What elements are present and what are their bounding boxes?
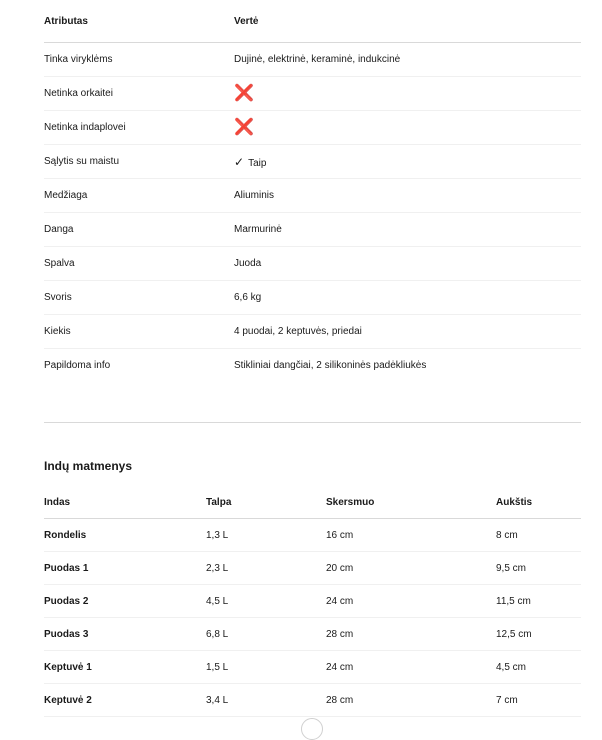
attribute-value: [234, 77, 581, 111]
attribute-row: [44, 213, 581, 247]
dish-capacity: 6,8 L: [206, 618, 326, 651]
table-row: [44, 618, 581, 651]
attribute-value: Marmurinė: [234, 213, 581, 247]
attribute-label: Kiekis: [44, 315, 234, 349]
attribute-row: [44, 315, 581, 349]
section-divider: [44, 422, 581, 423]
attribute-row: [44, 349, 581, 383]
header-value: Vertė: [234, 0, 581, 43]
dish-height: 11,5 cm: [496, 585, 581, 618]
attribute-value: [234, 111, 581, 145]
attribute-value: Dujinė, elektrinė, keraminė, indukcinė: [234, 43, 581, 77]
attribute-label: Svoris: [44, 281, 234, 315]
attribute-row: [44, 281, 581, 315]
table-row: [44, 585, 581, 618]
table-row: [44, 552, 581, 585]
dish-height: 7 cm: [496, 684, 581, 717]
dimensions-table: [44, 486, 581, 717]
dimensions-header-row: [44, 486, 581, 519]
attribute-value: Aliuminis: [234, 179, 581, 213]
dish-capacity: 1,5 L: [206, 651, 326, 684]
table-row: [44, 684, 581, 717]
check-icon: ✓: [234, 154, 245, 169]
dish-capacity: 4,5 L: [206, 585, 326, 618]
attribute-row: [44, 77, 581, 111]
attribute-row: [44, 145, 581, 179]
food-contact-value: Taip: [248, 157, 267, 169]
column-header: Aukštis: [496, 486, 581, 519]
cross-icon: ❌: [234, 84, 254, 102]
dish-diameter: 28 cm: [326, 684, 496, 717]
attribute-label: Medžiaga: [44, 179, 234, 213]
dish-height: 8 cm: [496, 519, 581, 552]
dimensions-title: Indų matmenys: [44, 459, 133, 473]
dish-diameter: 28 cm: [326, 618, 496, 651]
dish-diameter: 16 cm: [326, 519, 496, 552]
attribute-row: [44, 43, 581, 77]
dish-name: Keptuvė 1: [44, 651, 206, 684]
attribute-value: 4 puodai, 2 keptuvės, priedai: [234, 315, 581, 349]
dish-capacity: 3,4 L: [206, 684, 326, 717]
column-header: Indas: [44, 486, 206, 519]
dish-diameter: 24 cm: [326, 651, 496, 684]
dish-name: Keptuvė 2: [44, 684, 206, 717]
attribute-row: [44, 111, 581, 145]
attributes-header-row: [44, 0, 581, 43]
dish-name: Puodas 2: [44, 585, 206, 618]
attribute-value: Stikliniai dangčiai, 2 silikoninės padėkliukės: [234, 360, 427, 371]
attribute-value: Juoda: [234, 247, 581, 281]
attribute-label: Spalva: [44, 247, 234, 281]
dimensions-section: [44, 486, 581, 717]
dish-diameter: 24 cm: [326, 585, 496, 618]
attribute-row: [44, 179, 581, 213]
dish-capacity: 1,3 L: [206, 519, 326, 552]
attribute-label: Netinka orkaitei: [44, 77, 234, 111]
attribute-label: Netinka indaplovei: [44, 111, 234, 145]
cross-icon: ❌: [234, 118, 254, 136]
table-row: [44, 519, 581, 552]
attribute-label: Papildoma info: [44, 360, 111, 371]
attribute-value: [234, 145, 581, 179]
attribute-label: Sąlytis su maistu: [44, 145, 234, 179]
attribute-value: 6,6 kg: [234, 281, 581, 315]
scroll-button[interactable]: [301, 718, 323, 740]
dish-height: 9,5 cm: [496, 552, 581, 585]
attributes-table: [44, 0, 581, 382]
attribute-row: [44, 247, 581, 281]
dish-diameter: 20 cm: [326, 552, 496, 585]
attributes-section: [44, 0, 581, 382]
dish-capacity: 2,3 L: [206, 552, 326, 585]
attribute-label: Danga: [44, 213, 234, 247]
dish-height: 4,5 cm: [496, 651, 581, 684]
table-row: [44, 651, 581, 684]
attribute-label: Tinka viryklėms: [44, 43, 234, 77]
header-attribute: Atributas: [44, 0, 234, 43]
dish-name: Rondelis: [44, 519, 206, 552]
dish-height: 12,5 cm: [496, 618, 581, 651]
dish-name: Puodas 3: [44, 618, 206, 651]
column-header: Talpa: [206, 486, 326, 519]
column-header: Skersmuo: [326, 486, 496, 519]
dish-name: Puodas 1: [44, 552, 206, 585]
